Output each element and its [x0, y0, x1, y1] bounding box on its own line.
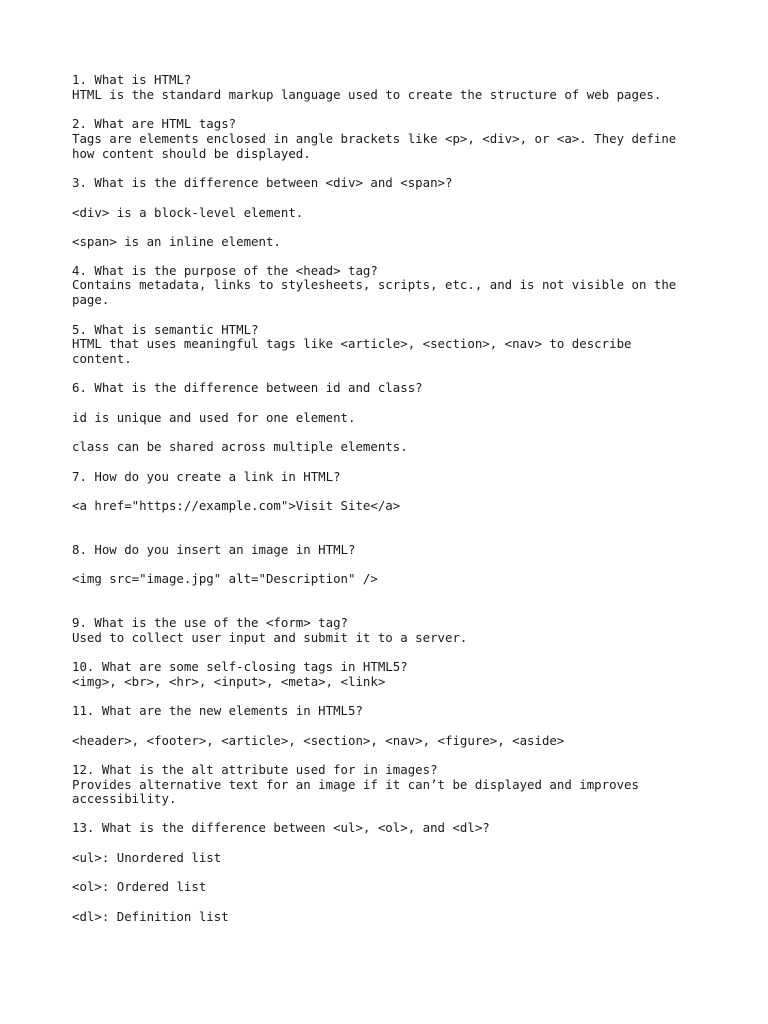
q13-answer-line-3: <dl>: Definition list — [72, 909, 229, 924]
q7-answer-line-1: <a href="https://example.com">Visit Site</a> — [72, 498, 401, 513]
q12-answer-line-1: Provides alternative text for an image if it can’t be displayed and improves — [72, 777, 639, 792]
q3-answer-line-2: <span> is an inline element. — [72, 234, 281, 249]
q8-question: 8. How do you insert an image in HTML? — [72, 542, 356, 557]
q6-answer-line-1: id is unique and used for one element. — [72, 410, 356, 425]
q5-question: 5. What is semantic HTML? — [72, 322, 259, 337]
q9-answer-line-1: Used to collect user input and submit it to a server. — [72, 630, 468, 645]
q4-question: 4. What is the purpose of the <head> tag? — [72, 263, 378, 278]
q4-answer-line-2: page. — [72, 292, 110, 307]
q13-question: 13. What is the difference between <ul>, <ol>, and <dl>? — [72, 820, 490, 835]
q1-answer-line-1: HTML is the standard markup language used to create the structure of web pages. — [72, 87, 662, 102]
q5-answer-line-2: content. — [72, 351, 132, 366]
q6-answer-line-2: class can be shared across multiple elements. — [72, 439, 408, 454]
q2-question: 2. What are HTML tags? — [72, 116, 237, 131]
q6-question: 6. What is the difference between id and class? — [72, 380, 423, 395]
q12-question: 12. What is the alt attribute used for in images? — [72, 762, 438, 777]
q11-question: 11. What are the new elements in HTML5? — [72, 703, 363, 718]
q2-answer-line-2: how content should be displayed. — [72, 146, 311, 161]
q4-answer-line-1: Contains metadata, links to stylesheets, scripts, etc., and is not visible on the — [72, 277, 677, 292]
q10-answer-line-1: <img>, <br>, <hr>, <input>, <meta>, <link> — [72, 674, 386, 689]
q7-question: 7. How do you create a link in HTML? — [72, 469, 341, 484]
q11-answer-line-1: <header>, <footer>, <article>, <section>, <nav>, <figure>, <aside> — [72, 733, 565, 748]
q9-question: 9. What is the use of the <form> tag? — [72, 615, 349, 630]
q3-answer-line-1: <div> is a block-level element. — [72, 205, 304, 220]
q13-answer-line-2: <ol>: Ordered list — [72, 879, 207, 894]
q12-answer-line-2: accessibility. — [72, 791, 177, 806]
q2-answer-line-1: Tags are elements enclosed in angle brackets like <p>, <div>, or <a>. They define — [72, 131, 677, 146]
q8-answer-line-1: <img src="image.jpg" alt="Description" /> — [72, 571, 378, 586]
q3-question: 3. What is the difference between <div> and <span>? — [72, 175, 453, 190]
q13-answer-line-1: <ul>: Unordered list — [72, 850, 222, 865]
q5-answer-line-1: HTML that uses meaningful tags like <article>, <section>, <nav> to describe — [72, 336, 632, 351]
q1-question: 1. What is HTML? — [72, 72, 192, 87]
q10-question: 10. What are some self-closing tags in HTML5? — [72, 659, 408, 674]
